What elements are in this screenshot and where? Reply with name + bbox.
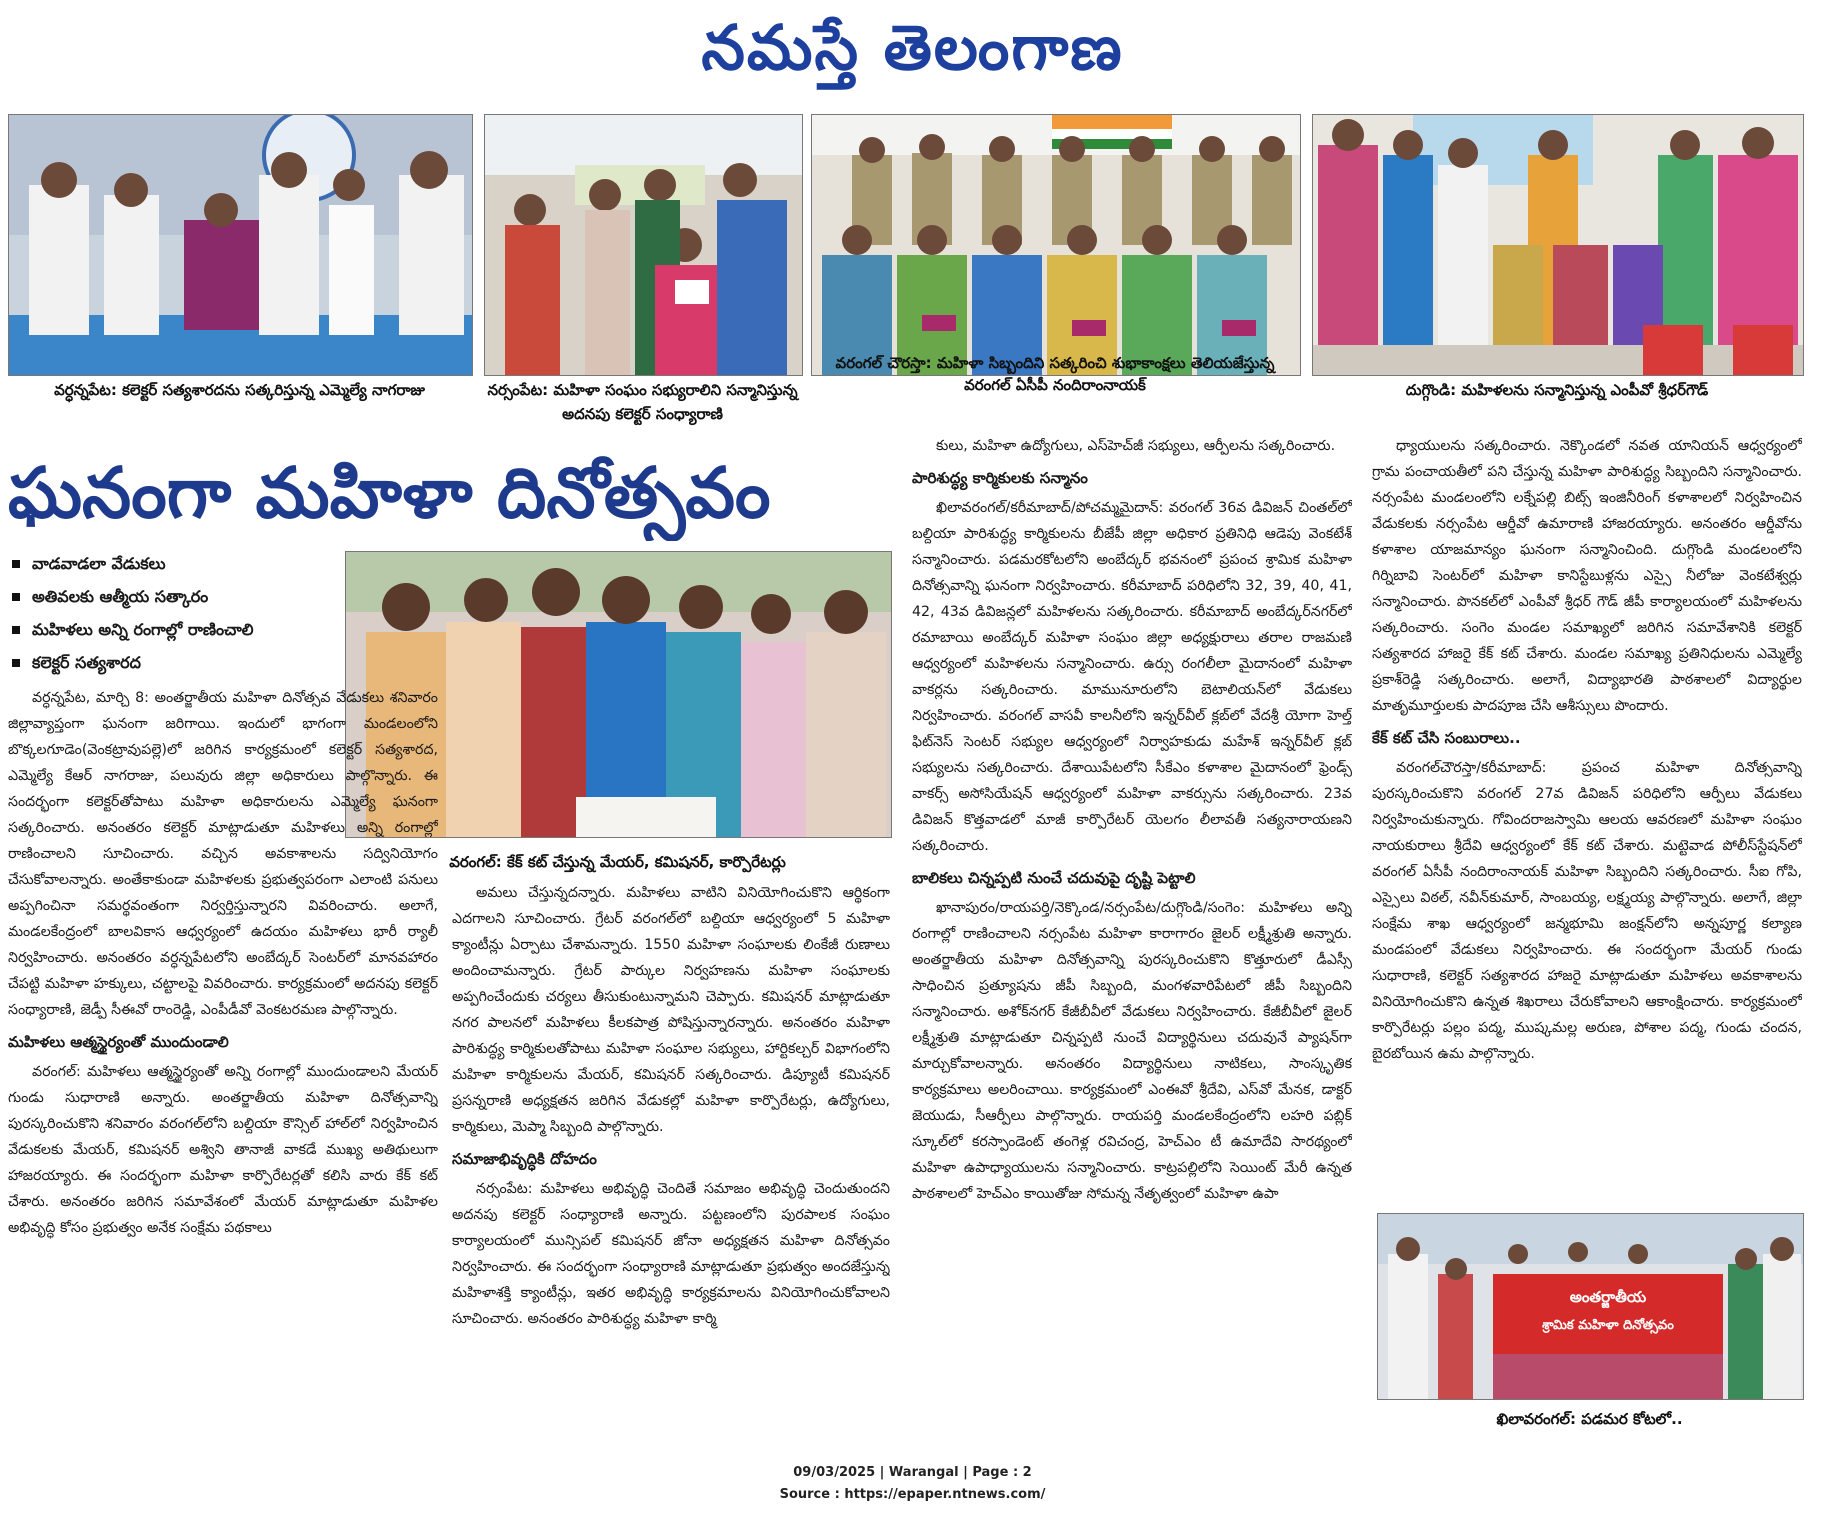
photo-narsampet <box>484 114 803 376</box>
photo-caption: నర్సంపేట: మహిళా సంఘం సభ్యురాలిని సన్మానిస్తున్న అదనపు కలెక్టర్ సంధ్యారాణి <box>487 381 798 423</box>
photo-caption: ఖిలావరంగల్: పడమర కోటలో.. <box>1496 1410 1683 1428</box>
article-paragraph: వరంగల్‌చౌరస్తా/కరీమాబాద్: ప్రపంచ మహిళా దినోత్సవాన్ని పురస్కరించుకొని వరంగల్ 27వ డివిజన్ పరిధిలోని ఆర్పీలు వేడుకలు నిర్వహించుకున్నారు. గోవిందరాజస్వామి ఆలయ ఆవరణలో మహిళా సంఘం నాయకురాలు శ్రీదేవి ఆధ్వర్యంలో కేక్ కట్ చేశారు. మట్టెవాడ పోలీస్‌స్టేషన్‌లో వరంగల్ ఏసీపీ నందిరాంనాయక్ మహిళా సిబ్బందిని సత్కరించారు. సీఐ గోపి, ఎస్సైలు విఠల్, నవీన్‌కుమార్, సాంబయ్య, లక్ష్మయ్య పాల్గొన్నారు. అలాగే, జిల్లా సంక్షేమ శాఖ ఆధ్వర్యంలో జన్మభూమి జంక్షన్‌లోని అన్నపూర్ణ కల్యాణ మండపంలో వేడుకలు నిర్వహించారు. ఈ సందర్భంగా మేయర్ గుండు సుధారాణి, కలెక్టర్ సత్యశారద హాజరై మాట్లాడుతూ మహిళలు అవకాశాలను వినియోగించుకొని ఉన్నత శిఖరాలు చేరుకోవాలని ఆకాంక్షించారు. కార్యక్రమంలో కార్పొరేటర్లు పల్లం పద్మ, ముష్కమల్ల అరుణ, పోశాల పద్మ, గుండు చందన, బైరబోయిన ఉమ పాల్గొన్నారు. <box>1372 760 1802 1062</box>
section-subhead: బాలికలు చిన్నప్పటి నుంచే చదువుపై దృష్టి పెట్టాలి <box>912 869 1196 887</box>
article-paragraph: ఖానాపురం/రాయపర్తి/నెక్కొండ/నర్సంపేట/దుగ్గొండి/సంగెం: మహిళలు అన్ని రంగాల్లో రాణించాలని నర్సంపేట మహిళా కారాగారం జైలర్ లక్ష్మీశ్రుతి అన్నారు. అంతర్జాతీయ మహిళా దినోత్సవాన్ని పురస్కరించుకొని కొత్తూరులో డీఎస్సీ సాధించిన ప్రత్యూషను జీపీ సిబ్బంది, మంగళవారిపేటలో జీపీ సిబ్బందిని సన్మానించారు. అశోక్‌నగర్ కేజీబీవీలో వేడుకలు నిర్వహించారు. కేజీబీవీలో జైలర్ లక్ష్మీశ్రుతి మాట్లాడుతూ చిన్నప్పటి నుంచే విద్యార్థినులు చదువునే ప్యాషన్‌గా మార్చుకోవాలన్నారు. అనంతరం విద్యార్థినులు నాటికలు, సాంస్కృతిక కార్యక్రమాలు అలరించాయి. కార్యక్రమంలో ఎంఈవో శ్రీదేవి, ఎస్‌వో మేనక, డాక్టర్ జెయుడు, సీఆర్పీలు పాల్గొన్నారు. రాయపర్తి మండలకేంద్రంలోని లహరి పబ్లిక్ స్కూల్‌లో కరస్పాండెంట్ తంగెళ్ల రవిచంద్ర, హెచ్‌ఎం టీ ఉమాదేవి సారథ్యంలో మహిళా ఉపాధ్యాయులను సన్మానించారు. కాట్రపల్లిలోని సెయింట్ మేరీ ఉన్నత పాఠశాలలో హెచ్‌ఎం కాయితోజు సోమన్న నేతృత్వంలో మహిళా ఉపా <box>912 900 1352 1202</box>
article-paragraph: వర్ధన్నపేట, మార్చి 8: అంతర్జాతీయ మహిళా దినోత్సవ వేడుకలు శనివారం జిల్లావ్యాప్తంగా ఘనంగా జరిగాయి. ఇందులో భాగంగా మండలంలోని బొక్కలగూడెం(వెంకట్రావుపల్లె)లో జరిగిన కార్యక్రమంలో కలెక్టర్ సత్యశారద, ఎమ్మెల్యే కేఆర్ నాగరాజు, పలువురు జిల్లా అధికారులు పాల్గొన్నారు. ఈ సందర్భంగా కలెక్టర్‌తోపాటు మహిళా అధికారులను ఎమ్మెల్యే ఘనంగా సత్కరించారు. అనంతరం కలెక్టర్ మాట్లాడుతూ మహిళలు అన్ని రంగాల్లో రాణించాలని సూచించారు. వచ్చిన అవకాశాలను సద్వినియోగం చేసుకోవాలన్నారు. అంతేకాకుండా మహిళలకు ప్రభుత్వపరంగా ఎలాంటి పనులు అప్పగించినా సమర్థవంతంగా నిర్వర్తిస్తున్నారని వివరించారు. అలాగే, మండలకేంద్రంలో బాలవికాస ఆధ్వర్యంలో ఉదయం మహిళలు భారీ ర్యాలీ నిర్వహించారు. అనంతరం వర్ధన్నపేటలోని అంబేద్కర్ సెంటర్‌లో మానవహారం చేపట్టి మహిళా హక్కులు, చట్టాలపై వివరించారు. కార్యక్రమంలో అదనపు కలెక్టర్ సంధ్యారాణి, జెడ్పీ సీఈవో రాంరెడ్డి, ఎంపీడీవో వెంకటరమణ పాల్గొన్నారు. <box>8 690 438 1018</box>
footer-date-edition: 09/03/2025 | Warangal | Page : 2 <box>793 1465 1032 1480</box>
article-paragraph: ఖిలావరంగల్/కరీమాబాద్/పోచమ్మమైదాన్: వరంగల్ 36వ డివిజన్ చింతల్‌లో బల్దియా పారిశుద్ధ్య కార్మికులను బీజేపీ జిల్లా అధికార ప్రతినిధి ఆడెపు వెంకటేశ్ సన్మానించారు. పడమరకోటలోని అంబేద్కర్ భవనంలో ప్రపంచ శ్రామిక మహిళా దినోత్సవాన్ని ఘనంగా నిర్వహించారు. కరీమాబాద్ పరిధిలోని 32, 39, 40, 41, 42, 43వ డివిజన్లలో మహిళలను సత్కరించారు. కరీమాబాద్ అంబేద్కర్‌నగర్‌లో రమాబాయి అంబేద్కర్ మహిళా సంఘం జిల్లా అధ్యక్షురాలు తరాల రాజమణి ఆధ్వర్యంలో మహిళలను సన్మానించారు. ఉర్సు రంగలీలా మైదానంలో మహిళా వాకర్లను సత్కరించారు. మామునూరులోని బెటాలియన్‌లో వేడుకలు నిర్వహించారు. వరంగల్ వాసవీ కాలనీలోని ఇన్నర్‌వీల్ క్లబ్‌లో వేదశ్రీ యోగా హెల్త్ ఫిట్‌నెస్ సెంటర్ సభ్యుల ఆధ్వర్యంలో నిర్వాహకుడు మహేశ్ ఇన్నర్‌వీల్ క్లబ్ సభ్యులను సత్కరించారు. దేశాయిపేటలోని సీకేఎం కళాశాల మైదానంలో ఫ్రెండ్స్ వాకర్స్ అసోసియేషన్ ఆధ్వర్యంలో మహిళా వాకర్సును సత్కరించారు. 23వ డివిజన్ కొత్తవాడలో మాజీ కార్పొరేటర్ యెలగం లీలావతీ సత్యనారాయణని సత్కరించారు. <box>912 500 1352 854</box>
photo-group-image <box>9 115 472 375</box>
article-paragraph: వరంగల్: మహిళలు ఆత్మస్థైర్యంతో అన్ని రంగాల్లో ముందుండాలని మేయర్ గుండు సుధారాణి అన్నారు. అంతర్జాతీయ మహిళా దినోత్సవాన్ని పురస్కరించుకొని శనివారం వరంగల్‌లోని బల్దియా కౌన్సిల్ హాల్‌లో నిర్వహించిన వేడుకలకు మేయర్, కమిషనర్ అశ్విని తానాజీ వాకడే ముఖ్య అతిథులుగా హాజరయ్యారు. ఈ సందర్భంగా మహిళా కార్పొరేటర్లతో కలిసి వారు కేక్ కట్ చేశారు. అనంతరం జరిగిన సమావేశంలో మేయర్ మాట్లాడుతూ మహిళల అభివృద్ధి కోసం ప్రభుత్వం అనేక సంక్షేమ పథకాలు <box>8 1064 438 1236</box>
bullet-item: వాడవాడలా వేడుకలు <box>8 547 338 580</box>
photo-caption: వరంగల్: కేక్ కట్ చేస్తున్న మేయర్, కమిషనర్, కార్పొరేటర్లు <box>449 853 786 871</box>
section-subhead: పారిశుద్ధ్య కార్మికులకు సన్మానం <box>912 469 1088 487</box>
article-paragraph: కులు, మహిళా ఉద్యోగులు, ఎస్‌హెచ్‌జీ సభ్యులు, ఆర్పీలను సత్కరించారు. <box>936 438 1336 454</box>
subhead-bullets <box>8 547 338 679</box>
photo-caption: దుగ్గొండి: మహిళలను సన్మానిస్తున్న ఎంపీవో శ్రీధర్‌గౌడ్ <box>1405 381 1709 399</box>
photo-group-image <box>485 115 802 375</box>
photo-duggondi <box>1312 114 1804 376</box>
page-footer <box>0 1462 1825 1506</box>
article-column-1 <box>8 685 438 1445</box>
bullet-item: మహిళలు అన్ని రంగాల్లో రాణించాలి <box>8 613 338 646</box>
bullet-item: అతివలకు ఆత్మీయ సత్కారం <box>8 580 338 613</box>
article-column-4 <box>1372 433 1802 1203</box>
footer-source <box>0 1484 1825 1506</box>
article-paragraph: నర్సంపేట: మహిళలు అభివృద్ధి చెందితే సమాజం అభివృద్ధి చెందుతుందని అదనపు కలెక్టర్ సంధ్యారాణి అన్నారు. పట్టణంలోని పురపాలక సంఘం కార్యాలయంలో మున్సిపల్ కమిషనర్ జోనా అధ్యక్షతన మహిళా దినోత్సవం నిర్వహించారు. ఈ సందర్భంగా సంధ్యారాణి మాట్లాడుతూ ప్రభుత్వం అందజేస్తున్న మహిళాశక్తి క్యాంటీన్లు, ఇతర అభివృద్ధి కార్యక్రమాలను వినియోగించుకోవాలని సూచించారు. అనంతరం పారిశుద్ధ్య మహిళా కార్మి <box>452 1181 890 1327</box>
masthead-logo: నమస్తే తెలంగాణ <box>701 11 1124 84</box>
article-column-3 <box>912 433 1352 1445</box>
photo-caption: వర్ధన్నపేట: కలెక్టర్ సత్యశారదను సత్కరిస్తున్న ఎమ్మెల్యే నాగరాజు <box>54 381 425 399</box>
bullet-item: కలెక్టర్ సత్యశారద <box>8 646 338 679</box>
photo-group-image <box>812 115 1300 375</box>
source-label: Source : <box>779 1487 845 1502</box>
section-subhead: సమాజాభివృద్ధికి దోహదం <box>452 1150 597 1168</box>
photo-vardhannapet <box>8 114 473 376</box>
photo-khila-warangal <box>1377 1213 1804 1400</box>
source-link[interactable]: https://epaper.ntnews.com/ <box>844 1487 1046 1502</box>
photo-caption: వరంగల్ చౌరస్తా: మహిళా సిబ్బందిని సత్కరించి శుభాకాంక్షలు తెలియజేస్తున్న వరంగల్ ఏసీపీ నందిరాంనాయక్ <box>835 354 1275 394</box>
photo-group-image <box>1378 1214 1803 1399</box>
banner-text: శ్రామిక మహిళా దినోత్సవం <box>1542 1318 1674 1333</box>
article-column-2 <box>452 880 890 1445</box>
article-paragraph: అమలు చేస్తున్నదన్నారు. మహిళలు వాటిని వినియోగించుకొని ఆర్థికంగా ఎదగాలని సూచించారు. గ్రేటర్ వరంగల్‌లో బల్దియా ఆధ్వర్యంలో 5 మహిళా క్యాంటీన్లు ఏర్పాటు చేశామన్నారు. 1550 మహిళా సంఘాలకు లింకేజీ రుణాలు అందించామన్నారు. గ్రేటర్ పార్కుల నిర్వహణను మహిళా సంఘాలకు అప్పగించేందుకు చర్యలు తీసుకుంటున్నామని చెప్పారు. కమిషనర్ మాట్లాడుతూ నగర పాలనలో మహిళలు కీలకపాత్ర పోషిస్తున్నారన్నారు. అనంతరం మహిళా పారిశుద్ధ్య కార్మికులతోపాటు మహిళా సంఘాల సభ్యులు, హార్టికల్చర్ విభాగంలోని మహిళా కార్మికులను మేయర్, కమిషనర్ సత్కరించారు. డిప్యూటీ కమిషనర్ ప్రసన్నరాణి అధ్యక్షతన జరిగిన వేడుకల్లో మహిళా కార్పొరేటర్లు, ఉద్యోగులు, కార్మికులు, మెప్మా సిబ్బంది పాల్గొన్నారు. <box>452 885 890 1135</box>
photo-warangal-chowrasta <box>811 114 1301 376</box>
headline: ఘనంగా మహిళా దినోత్సవం <box>8 452 771 534</box>
article-paragraph: ధ్యాయులను సత్కరించారు. నెక్కొండలో నవత యానియన్ ఆధ్వర్యంలో గ్రామ పంచాయతీలో పని చేస్తున్న మహిళా పారిశుద్ధ్య సిబ్బందిని సన్మానించారు. నర్సంపేట మండలంలోని లక్నేపల్లి బిట్స్ ఇంజినీరింగ్ కళాశాలలో నిర్వహించిన వేడుకలకు నర్సంపేట ఆర్డీవో ఉమారాణి హాజరయ్యారు. అనంతరం ఆర్డీవోను కళాశాల యాజమాన్యం ఘనంగా సన్మానించింది. దుగ్గొండి మండలంలోని గిర్నిబావి సెంటర్‌లో మహిళా కానిస్టేబుళ్లను ఎస్సై నీలోజు వెంకటేశ్వర్లు సన్మానించారు. పొనకల్‌లో ఎంపీవో శ్రీధర్ గౌడ్ జీపీ కార్యాలయంలో మహిళలను సత్కరించారు. సంగెం మండల సమాఖ్యలో జరిగిన సమావేశానికి కలెక్టర్ సత్యశారద హాజరై కేక్ కట్ చేశారు. మండల సమాఖ్య ప్రతినిధులను ఎమ్మెల్యే ప్రకాశ్‌రెడ్డి సత్కరించారు. అలాగే, విద్యాభారతి పాఠశాలలో విద్యార్థుల మాతృమూర్తులకు పాదపూజ చేసి ఆశీస్సులు పొందారు. <box>1372 438 1802 714</box>
banner-text: అంతర్జాతీయ <box>1569 1288 1647 1306</box>
section-subhead: కేక్ కట్ చేసి సంబురాలు.. <box>1372 729 1521 747</box>
photo-group-image <box>1313 115 1803 375</box>
section-subhead: మహిళలు ఆత్మస్థైర్యంతో ముందుండాలి <box>8 1033 229 1051</box>
